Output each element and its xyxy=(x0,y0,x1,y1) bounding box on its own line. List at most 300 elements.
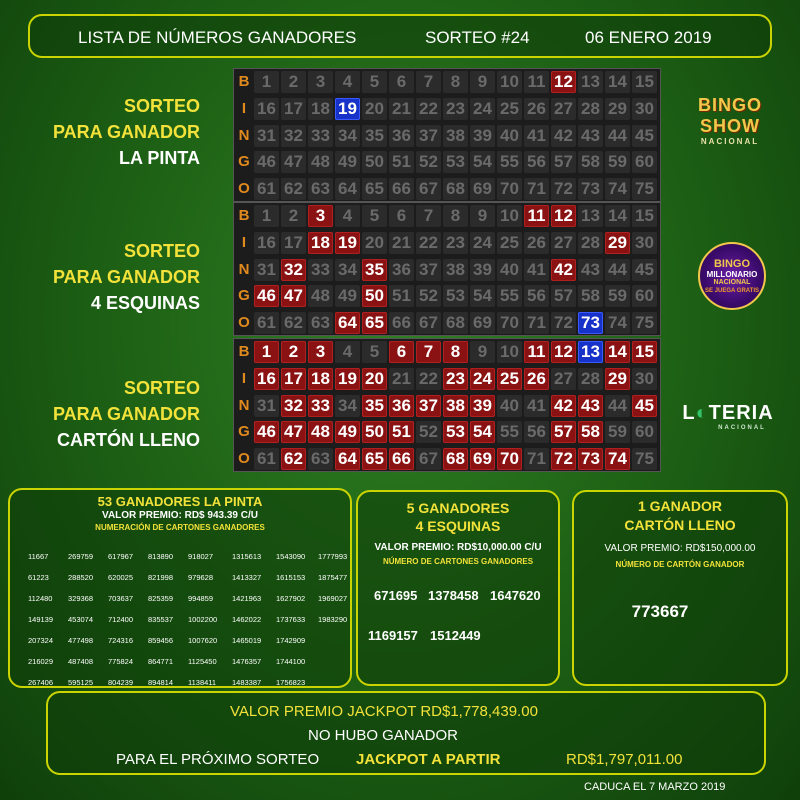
bingo-number: 64 xyxy=(335,448,360,470)
winner-code: 1169157 xyxy=(368,628,418,643)
winner-code: 269759 xyxy=(68,552,94,561)
bingo-letter: N xyxy=(238,126,250,144)
winner-code: 1315613 xyxy=(232,552,262,561)
bingo-number: 57 xyxy=(551,421,576,443)
winner-code: 1875477 xyxy=(318,573,348,582)
bingo-number: 13 xyxy=(578,71,603,93)
board-row xyxy=(234,446,662,473)
bingo-number: 36 xyxy=(389,395,414,417)
bingo-number: 61 xyxy=(254,312,279,334)
bingo-letter: I xyxy=(241,99,247,117)
board-row xyxy=(234,69,662,96)
board-row xyxy=(234,176,662,203)
winner-code: 216029 xyxy=(28,657,54,666)
label-line: PARA GANADOR xyxy=(53,122,200,142)
bingo-number: 17 xyxy=(281,368,306,390)
bingo-number: 18 xyxy=(308,98,333,120)
panel-title: 1 GANADOR xyxy=(637,498,722,514)
bingo-number: 21 xyxy=(389,368,414,390)
bingo-number: 52 xyxy=(416,151,441,173)
panel-title: 4 ESQUINAS xyxy=(415,518,501,534)
bingo-number: 41 xyxy=(524,395,549,417)
bingo-number: 3 xyxy=(308,71,333,93)
next-jackpot-label: JACKPOT A PARTIR xyxy=(356,751,501,768)
board-row xyxy=(234,339,662,366)
bingo-number: 10 xyxy=(497,71,522,93)
bingo-number: 39 xyxy=(470,125,495,147)
bingo-number: 42 xyxy=(551,125,576,147)
bingo-number: 66 xyxy=(389,178,414,200)
bingo-number: 34 xyxy=(335,259,360,281)
panel-title: CARTÓN LLENO xyxy=(624,517,736,533)
bingo-number: 34 xyxy=(335,395,360,417)
bingo-number: 37 xyxy=(416,259,441,281)
bingo-number: 56 xyxy=(524,421,549,443)
bingo-number: 74 xyxy=(605,178,630,200)
bingo-number: 66 xyxy=(389,448,414,470)
label-line: SORTEO xyxy=(123,241,200,261)
bingo-letter: O xyxy=(238,180,250,198)
bingo-number: 44 xyxy=(605,395,630,417)
winner-code: 595125 xyxy=(68,678,94,687)
bingo-number: 62 xyxy=(281,448,306,470)
bingo-number: 3 xyxy=(308,341,333,363)
bingo-number: 38 xyxy=(443,259,468,281)
bingo-letter: B xyxy=(238,343,250,360)
bingo-number: 69 xyxy=(470,448,495,470)
bingo-number: 1 xyxy=(254,71,279,93)
bingo-number: 44 xyxy=(605,259,630,281)
bingo-number: 37 xyxy=(416,125,441,147)
panel-title: 5 GANADORES xyxy=(406,500,510,516)
winner-code: 288520 xyxy=(68,573,94,582)
bingo-number: 66 xyxy=(389,312,414,334)
bingo-letter: G xyxy=(238,153,250,171)
bingo-number: 57 xyxy=(551,151,576,173)
winner-code: 859456 xyxy=(148,636,174,645)
bingo-number: 23 xyxy=(443,98,468,120)
bingo-number: 53 xyxy=(443,285,468,307)
winner-code: 1647620 xyxy=(490,588,541,603)
winner-code: 825359 xyxy=(148,594,174,603)
board-row xyxy=(234,419,662,446)
bingo-number: 30 xyxy=(632,368,657,390)
jackpot-value: VALOR PREMIO JACKPOT RD$1,778,439.00 xyxy=(230,703,538,720)
bingo-number: 6 xyxy=(389,341,414,363)
bingo-number: 70 xyxy=(497,448,522,470)
logo-text: TERIA xyxy=(708,402,774,424)
board-row xyxy=(234,149,662,176)
board-row xyxy=(234,366,662,393)
winner-code: 1742909 xyxy=(276,636,306,645)
bingo-number: 20 xyxy=(362,368,387,390)
bingo-number: 46 xyxy=(254,285,279,307)
label-line: 4 ESQUINAS xyxy=(90,293,200,313)
bingo-number: 49 xyxy=(335,421,360,443)
bingo-number: 11 xyxy=(524,205,549,227)
bingo-board-esquinas xyxy=(233,202,661,336)
bingo-number: 50 xyxy=(362,421,387,443)
bingo-number: 56 xyxy=(524,285,549,307)
label-line: SORTEO xyxy=(123,96,200,116)
bingo-number: 60 xyxy=(632,151,657,173)
bingo-number: 6 xyxy=(389,71,414,93)
bingo-number: 19 xyxy=(335,368,360,390)
bingo-number: 54 xyxy=(470,285,495,307)
bingo-number: 19 xyxy=(335,232,360,254)
jackpot-status: NO HUBO GANADOR xyxy=(308,727,459,744)
bingo-number: 22 xyxy=(416,368,441,390)
bingo-number: 31 xyxy=(254,259,279,281)
winner-code: 61223 xyxy=(28,573,49,582)
logo-o-mark: ◐ xyxy=(695,402,709,424)
winner-code: 821998 xyxy=(148,573,174,582)
logo-text: BINGO xyxy=(713,258,751,270)
bingo-number: 23 xyxy=(443,368,468,390)
bingo-number: 43 xyxy=(578,395,603,417)
bingo-number: 22 xyxy=(416,232,441,254)
bingo-number: 24 xyxy=(470,98,495,120)
bingo-number: 68 xyxy=(443,312,468,334)
bingo-number: 6 xyxy=(389,205,414,227)
winner-code: 671695 xyxy=(374,588,418,603)
bingo-number: 54 xyxy=(470,151,495,173)
bingo-letter: B xyxy=(238,73,250,90)
label-line: CARTÓN LLENO xyxy=(57,430,200,450)
winner-code: 979628 xyxy=(188,573,214,582)
winner-code: 453074 xyxy=(68,615,94,624)
board-row xyxy=(234,283,662,310)
bingo-number: 40 xyxy=(497,125,522,147)
bingo-number: 37 xyxy=(416,395,441,417)
bingo-number: 9 xyxy=(470,341,495,363)
bingo-number: 41 xyxy=(524,125,549,147)
bingo-number: 68 xyxy=(443,178,468,200)
bingo-number: 70 xyxy=(497,312,522,334)
winner-code: 1543090 xyxy=(276,552,306,561)
board-row xyxy=(234,257,662,284)
bingo-number: 61 xyxy=(254,178,279,200)
bingo-number: 24 xyxy=(470,368,495,390)
bingo-number: 14 xyxy=(605,341,630,363)
board-row xyxy=(234,230,662,257)
numbering-caption: NÚMERO DE CARTONES GANADORES xyxy=(382,557,534,566)
bingo-number: 15 xyxy=(632,341,657,363)
bingo-number: 2 xyxy=(281,341,306,363)
bingo-number: 4 xyxy=(335,341,360,363)
bingo-number: 30 xyxy=(632,98,657,120)
bingo-number: 25 xyxy=(497,232,522,254)
bingo-number: 64 xyxy=(335,312,360,334)
loteria-nacional-logo xyxy=(676,402,780,431)
winner-code: 1737633 xyxy=(276,615,306,624)
bingo-number: 30 xyxy=(632,232,657,254)
bingo-number: 67 xyxy=(416,312,441,334)
bingo-number: 21 xyxy=(389,232,414,254)
prize-value: VALOR PREMIO: RD$ 943.39 C/U xyxy=(102,510,258,521)
winner-code: 712400 xyxy=(108,615,134,624)
bingo-number: 16 xyxy=(254,368,279,390)
bingo-number: 46 xyxy=(254,151,279,173)
lleno-winner-panel xyxy=(572,490,788,686)
bingo-number: 11 xyxy=(524,71,549,93)
draw-number: SORTEO #24 xyxy=(425,28,530,47)
bingo-number: 39 xyxy=(470,395,495,417)
bingo-number: 50 xyxy=(362,285,387,307)
bingo-number: 31 xyxy=(254,395,279,417)
bingo-number: 2 xyxy=(281,71,306,93)
bingo-number: 70 xyxy=(497,178,522,200)
winner-code: 804239 xyxy=(108,678,134,687)
bingo-number: 5 xyxy=(362,341,387,363)
logo-text: MILLONARIO xyxy=(706,270,758,279)
bingo-number: 59 xyxy=(605,285,630,307)
bingo-number: 38 xyxy=(443,125,468,147)
bingo-number: 71 xyxy=(524,178,549,200)
logo-text: SHOW xyxy=(700,116,760,136)
bingo-number: 28 xyxy=(578,98,603,120)
bingo-number: 10 xyxy=(497,341,522,363)
bingo-number: 19 xyxy=(335,98,360,120)
logo-text: SE JUEGA GRATIS xyxy=(704,288,759,294)
bingo-number: 27 xyxy=(551,232,576,254)
winner-code: 11667 xyxy=(28,552,49,561)
winner-code: 1125450 xyxy=(188,657,217,666)
winner-code: 617967 xyxy=(108,552,134,561)
bingo-number: 34 xyxy=(335,125,360,147)
bingo-number: 8 xyxy=(443,205,468,227)
winner-code: 1777993 xyxy=(318,552,348,561)
bingo-number: 5 xyxy=(362,205,387,227)
bingo-number: 28 xyxy=(578,232,603,254)
bingo-number: 8 xyxy=(443,71,468,93)
section-label-pinta xyxy=(0,93,200,171)
bingo-number: 9 xyxy=(470,71,495,93)
bingo-number: 53 xyxy=(443,151,468,173)
bingo-number: 71 xyxy=(524,448,549,470)
bingo-letter: I xyxy=(241,369,247,387)
logo-text: L xyxy=(682,402,696,424)
winner-code: 894814 xyxy=(148,678,174,687)
bingo-number: 73 xyxy=(578,448,603,470)
prize-value: VALOR PREMIO: RD$10,000.00 C/U xyxy=(374,542,542,553)
winner-code: 813890 xyxy=(148,552,174,561)
bingo-number: 12 xyxy=(551,205,576,227)
label-line: PARA GANADOR xyxy=(53,404,200,424)
logo-wordmark xyxy=(676,402,780,425)
bingo-number: 48 xyxy=(308,285,333,307)
bingo-number: 62 xyxy=(281,312,306,334)
bingo-number: 17 xyxy=(281,232,306,254)
winner-code: 1378458 xyxy=(428,588,479,603)
bingo-number: 65 xyxy=(362,312,387,334)
bingo-number: 71 xyxy=(524,312,549,334)
bingo-number: 53 xyxy=(443,421,468,443)
bingo-number: 65 xyxy=(362,448,387,470)
board-row xyxy=(234,203,662,230)
bingo-number: 1 xyxy=(254,341,279,363)
bingo-number: 4 xyxy=(335,71,360,93)
bingo-show-logo xyxy=(692,95,768,146)
bingo-number: 33 xyxy=(308,259,333,281)
bingo-number: 72 xyxy=(551,178,576,200)
bingo-number: 65 xyxy=(362,178,387,200)
bingo-letter: N xyxy=(238,396,250,414)
bingo-number: 5 xyxy=(362,71,387,93)
bingo-letter: O xyxy=(238,450,250,468)
bingo-number: 72 xyxy=(551,312,576,334)
bingo-number: 49 xyxy=(335,285,360,307)
bingo-number: 64 xyxy=(335,178,360,200)
draw-date: 06 ENERO 2019 xyxy=(585,28,712,47)
bingo-number: 4 xyxy=(335,205,360,227)
bingo-number: 36 xyxy=(389,259,414,281)
board-row xyxy=(234,310,662,337)
bingo-number: 58 xyxy=(578,285,603,307)
winner-code: 1744100 xyxy=(276,657,306,666)
winner-code: 775824 xyxy=(108,657,134,666)
bingo-number: 32 xyxy=(281,125,306,147)
bingo-number: 75 xyxy=(632,312,657,334)
bingo-number: 55 xyxy=(497,285,522,307)
bingo-number: 14 xyxy=(605,71,630,93)
bingo-number: 18 xyxy=(308,232,333,254)
bingo-number: 23 xyxy=(443,232,468,254)
winner-code: 112480 xyxy=(28,594,53,603)
bingo-number: 22 xyxy=(416,98,441,120)
winner-code: 1969027 xyxy=(318,594,348,603)
bingo-letter: I xyxy=(241,233,247,251)
winner-code: 487408 xyxy=(68,657,94,666)
winner-code: 329368 xyxy=(68,594,94,603)
bingo-number: 29 xyxy=(605,98,630,120)
bingo-number: 35 xyxy=(362,125,387,147)
bingo-number: 10 xyxy=(497,205,522,227)
bingo-number: 32 xyxy=(281,395,306,417)
bingo-number: 58 xyxy=(578,151,603,173)
bingo-number: 43 xyxy=(578,125,603,147)
bingo-number: 61 xyxy=(254,448,279,470)
bingo-number: 2 xyxy=(281,205,306,227)
bingo-number: 74 xyxy=(605,312,630,334)
winner-code: 1465019 xyxy=(232,636,262,645)
bingo-number: 35 xyxy=(362,259,387,281)
winner-code: 1462022 xyxy=(232,615,262,624)
winner-code: 1421963 xyxy=(232,594,262,603)
bingo-number: 57 xyxy=(551,285,576,307)
bingo-number: 60 xyxy=(632,421,657,443)
winner-code: 918027 xyxy=(188,552,214,561)
bingo-letter: G xyxy=(238,287,250,305)
bingo-number: 15 xyxy=(632,205,657,227)
bingo-number: 50 xyxy=(362,151,387,173)
bingo-number: 55 xyxy=(497,421,522,443)
bingo-number: 52 xyxy=(416,285,441,307)
section-label-esquinas xyxy=(0,238,200,316)
bingo-number: 75 xyxy=(632,448,657,470)
bingo-number: 36 xyxy=(389,125,414,147)
bingo-number: 8 xyxy=(443,341,468,363)
winner-code: 1413327 xyxy=(232,573,262,582)
numbering-caption: NÚMERO DE CARTÓN GANADOR xyxy=(615,560,745,569)
bingo-number: 25 xyxy=(497,368,522,390)
bingo-number: 46 xyxy=(254,421,279,443)
bingo-number: 63 xyxy=(308,312,333,334)
bingo-number: 59 xyxy=(605,421,630,443)
bingo-number: 62 xyxy=(281,178,306,200)
bingo-number: 29 xyxy=(605,232,630,254)
bingo-number: 69 xyxy=(470,312,495,334)
bingo-number: 51 xyxy=(389,285,414,307)
bingo-number: 12 xyxy=(551,341,576,363)
bingo-number: 1 xyxy=(254,205,279,227)
bingo-number: 47 xyxy=(281,285,306,307)
bingo-number: 13 xyxy=(578,205,603,227)
winner-code: 864771 xyxy=(148,657,174,666)
bingo-number: 24 xyxy=(470,232,495,254)
bingo-number: 74 xyxy=(605,448,630,470)
bingo-number: 72 xyxy=(551,448,576,470)
winner-code: 724316 xyxy=(108,636,134,645)
winner-code: 773667 xyxy=(631,602,689,621)
bingo-number: 20 xyxy=(362,98,387,120)
pinta-winners-panel xyxy=(8,488,352,688)
winner-code: 1627902 xyxy=(276,594,306,603)
bingo-letter: O xyxy=(238,314,250,332)
bingo-number: 47 xyxy=(281,151,306,173)
bingo-number: 40 xyxy=(497,259,522,281)
bingo-letter: B xyxy=(238,207,250,224)
bingo-number: 63 xyxy=(308,448,333,470)
bingo-number: 48 xyxy=(308,151,333,173)
bingo-number: 20 xyxy=(362,232,387,254)
winner-code: 994859 xyxy=(188,594,214,603)
bingo-number: 73 xyxy=(578,178,603,200)
bingo-number: 49 xyxy=(335,151,360,173)
bingo-number: 17 xyxy=(281,98,306,120)
winner-code: 267406 xyxy=(28,678,54,687)
bingo-number: 40 xyxy=(497,395,522,417)
bingo-number: 43 xyxy=(578,259,603,281)
bingo-number: 68 xyxy=(443,448,468,470)
board-row xyxy=(234,393,662,420)
bingo-number: 21 xyxy=(389,98,414,120)
logo-text: NACIONAL xyxy=(713,279,751,286)
bingo-millonario-logo xyxy=(696,242,768,318)
bingo-number: 7 xyxy=(416,205,441,227)
winner-code: 620025 xyxy=(108,573,134,582)
bingo-number: 7 xyxy=(416,341,441,363)
bingo-number: 54 xyxy=(470,421,495,443)
bingo-number: 15 xyxy=(632,71,657,93)
label-line: LA PINTA xyxy=(119,148,200,168)
winner-code: 1002200 xyxy=(188,615,218,624)
bingo-number: 18 xyxy=(308,368,333,390)
bingo-number: 67 xyxy=(416,448,441,470)
bingo-number: 26 xyxy=(524,368,549,390)
section-label-lleno xyxy=(0,375,200,453)
bingo-number: 28 xyxy=(578,368,603,390)
bingo-number: 27 xyxy=(551,368,576,390)
panel-title: 53 GANADORES LA PINTA xyxy=(97,494,263,509)
bingo-number: 75 xyxy=(632,178,657,200)
bingo-number: 39 xyxy=(470,259,495,281)
winner-code: 1983290 xyxy=(318,615,348,624)
prize-value: VALOR PREMIO: RD$150,000.00 xyxy=(604,543,756,554)
bingo-letter: N xyxy=(238,260,250,278)
bingo-number: 59 xyxy=(605,151,630,173)
header-bar xyxy=(28,14,772,58)
